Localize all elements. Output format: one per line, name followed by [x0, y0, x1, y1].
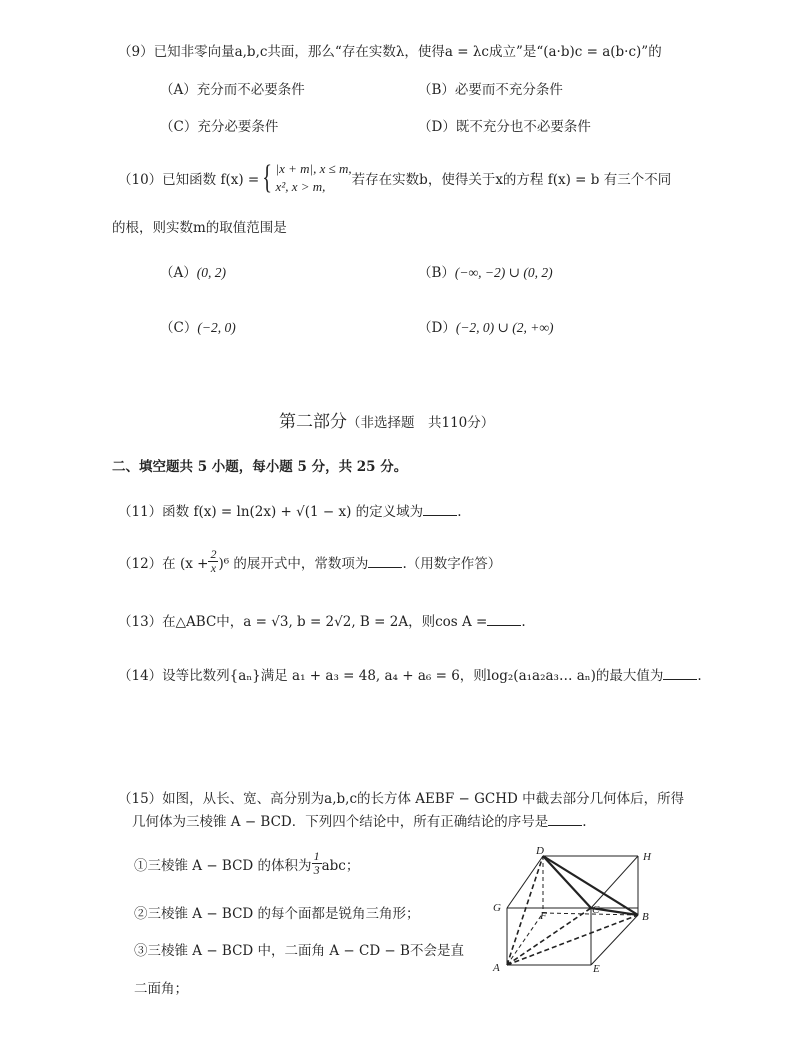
fraction-numerator: 1: [313, 849, 320, 863]
q15-line2: [132, 810, 587, 830]
q15-line2-end: .: [582, 814, 587, 830]
edge-ac: [507, 908, 591, 965]
q10-option-a: [160, 261, 226, 281]
q13-end: .: [521, 614, 526, 630]
label-a: A: [493, 962, 500, 974]
section2-heading: 二、填空题共 5 小题，每小题 5 分，共 25 分。: [112, 459, 408, 475]
q10-option-b-label: （B）: [418, 265, 455, 281]
q10-option-d-value: (−2, 0) ∪ (2, +∞): [455, 320, 554, 335]
edge-ad: [507, 856, 543, 965]
answer-blank: [487, 613, 521, 626]
q10-option-d-label: （D）: [418, 320, 456, 336]
q12-text-2: )⁶ 的展开式中，常数项为: [218, 555, 369, 572]
q10-option-a-label: （A）: [160, 265, 197, 281]
answer-blank: [548, 813, 582, 826]
label-h: H: [643, 851, 651, 863]
q9-option-c: （C）充分必要条件: [160, 119, 279, 135]
edge-eb: [591, 915, 638, 965]
q10-option-d: [418, 316, 553, 336]
q10-option-b: [418, 261, 553, 281]
edge-ab: [507, 915, 638, 965]
q10-option-a-value: (0, 2): [196, 265, 226, 280]
label-c: C: [592, 904, 600, 916]
conclusion-1-text: ①三棱锥 A − BCD 的体积为: [134, 857, 312, 874]
fraction-numerator: 2: [210, 547, 217, 561]
q11-text: （11）函数 f(x) = ln(2x) + √(1 − x) 的定义域为: [118, 504, 424, 520]
label-g: G: [493, 902, 501, 914]
q9-stem: （9）已知非零向量a,b,c共面，那么“存在实数λ，使得a = λc成立”是“(a·b)c = a(b·c)”的: [118, 44, 662, 60]
part2-heading: [279, 407, 494, 432]
label-e: E: [593, 963, 600, 975]
fraction-2-over-x: [208, 548, 218, 575]
q9-option-a: （A）充分而不必要条件: [160, 82, 305, 98]
q10-option-c-value: (−2, 0): [197, 320, 236, 335]
q10-option-c-label: （C）: [160, 320, 198, 336]
piecewise-cases: [276, 160, 352, 196]
q15-line1: （15）如图，从长、宽、高分别为a,b,c的长方体 AEBF − GCHD 中截去部分几何体后，所得: [118, 791, 685, 807]
q14: [118, 664, 702, 684]
q10-option-b-value: (−∞, −2) ∪ (0, 2): [454, 265, 553, 280]
conclusion-1-text-end: abc；: [321, 857, 360, 874]
q15-conclusion-2: ②三棱锥 A − BCD 的每个面都是锐角三角形；: [134, 906, 420, 922]
answer-blank: [423, 503, 457, 516]
fraction-denominator: 3: [313, 863, 320, 877]
edge-gd: [507, 856, 543, 908]
label-b: B: [642, 911, 649, 923]
q10-stem-start: （10）已知函数 f(x) =: [118, 172, 260, 188]
q13: [118, 610, 526, 630]
q10-stem: [118, 160, 671, 196]
fraction-one-third: [312, 850, 322, 877]
q12-text-1: （12）在 (x +: [118, 555, 209, 572]
fraction-denominator: x: [210, 561, 217, 575]
part2-title: 第二部分: [279, 412, 347, 432]
q14-text: （14）设等比数列{aₙ}满足 a₁ + a₃ = 48, a₄ + a₆ = 6，则log₂(a₁a₂a₃… aₙ)的最大值为: [118, 668, 664, 684]
q15-conclusion-3-cont: 二面角；: [134, 981, 188, 997]
edge-af-hidden: [507, 913, 543, 965]
q11: [118, 500, 461, 520]
q10-option-c: [160, 316, 236, 336]
q13-text: （13）在△ABC中，a = √3, b = 2√2, B = 2A，则cos A =: [118, 614, 488, 630]
piece-1: |x + m|, x ≤ m,: [275, 161, 352, 176]
cuboid-figure: [485, 843, 685, 978]
piecewise-brace: {: [262, 159, 273, 196]
q9-option-b: （B）必要而不充分条件: [418, 82, 563, 98]
label-f: F: [540, 910, 547, 922]
q10-stem-line2: 的根，则实数m的取值范围是: [112, 220, 287, 236]
label-d: D: [536, 845, 544, 857]
q10-stem-end: 若存在实数b，使得关于x的方程 f(x) = b 有三个不同: [351, 172, 672, 188]
answer-blank: [368, 555, 402, 568]
piece-2: x², x > m,: [275, 179, 326, 194]
q14-end: .: [697, 668, 702, 684]
q15-conclusion-3: ③三棱锥 A − BCD 中，二面角 A − CD − B不会是直: [134, 943, 464, 959]
answer-blank: [663, 667, 697, 680]
q9-option-d: （D）既不充分也不必要条件: [418, 119, 591, 135]
q12: [118, 548, 501, 575]
q15-conclusion-1: [134, 850, 359, 877]
q12-text-3: .（用数字作答）: [402, 555, 502, 572]
part2-subtitle: （非选择题 共110分）: [347, 415, 495, 431]
q15-line2-text: 几何体为三棱锥 A − BCD．下列四个结论中，所有正确结论的序号是: [132, 814, 549, 830]
q11-end: .: [457, 504, 462, 520]
